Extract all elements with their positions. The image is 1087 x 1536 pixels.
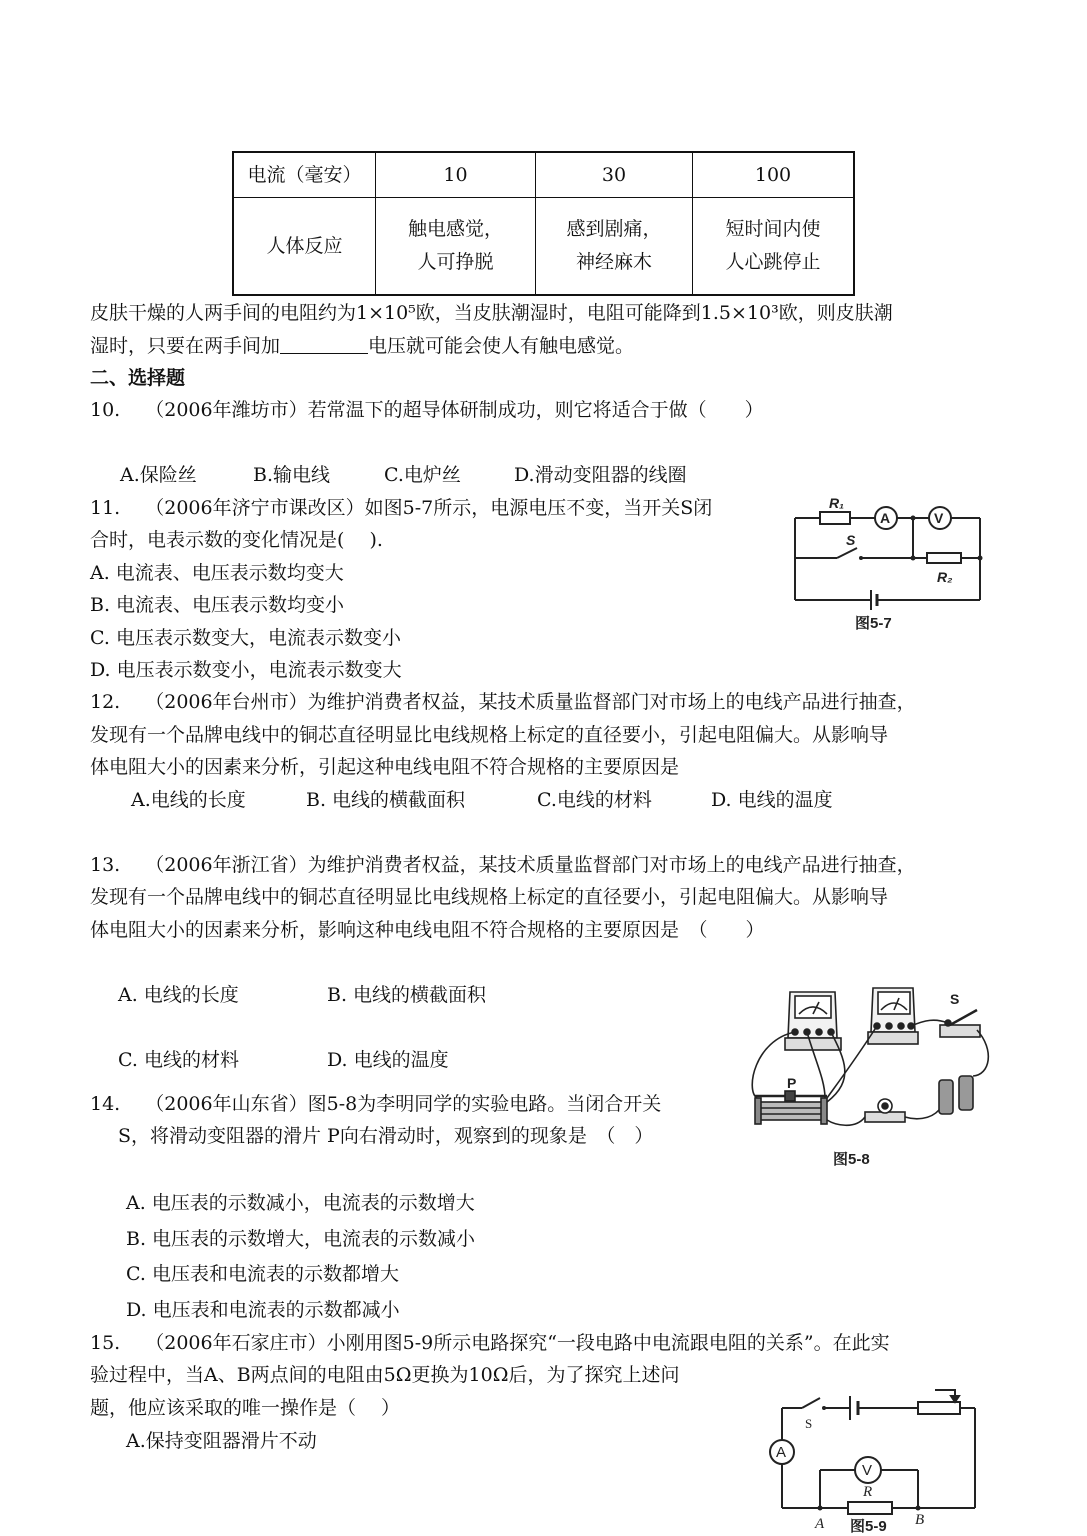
q12-option-b: B. 电线的横截面积: [306, 789, 466, 811]
answer-blank[interactable]: [280, 335, 368, 354]
q14-option-b: B. 电压表的示数增大，电流表的示数减小: [126, 1228, 476, 1250]
table-header-current: 电流（毫安）: [247, 163, 362, 186]
q14-option-c: C. 电压表和电流表的示数都增大: [126, 1263, 399, 1285]
q9-line2-part1: 湿时，只要在两手间加: [90, 335, 281, 357]
q10-stem: 10. （2006年潍坊市）若常温下的超导体研制成功，则它将适合于做（ ）: [90, 399, 764, 421]
q11-option-d: D. 电压表示数变小，电流表示数变大: [90, 659, 402, 681]
q10-option-b: B.输电线: [253, 464, 331, 486]
fig59-a-label: A: [815, 1516, 825, 1532]
q10-option-a: A.保险丝: [120, 464, 197, 486]
q10-option-d: D.滑动变阻器的线圈: [514, 464, 687, 486]
fig59-ammeter-label: A: [776, 1444, 787, 1461]
q12-option-c: C.电线的材料: [537, 789, 652, 811]
table-header-10: 10: [443, 163, 468, 186]
q13-option-d: D. 电线的温度: [327, 1049, 449, 1071]
q13-option-a: A. 电线的长度: [118, 984, 239, 1006]
table-header-100: 100: [754, 163, 792, 186]
q9-line2-part2: 电压就可能会使人有触电感觉。: [368, 335, 635, 357]
q14-stem-2: S，将滑动变阻器的滑片 P向右滑动时，观察到的现象是 （ ）: [118, 1125, 654, 1147]
table-cell-100: 短时间内使 人心跳停止: [725, 218, 821, 273]
fig58-p-label: P: [787, 1075, 797, 1091]
q12-stem-3: 体电阻大小的因素来分析，引起这种电线电阻不符合规格的主要原因是: [90, 756, 680, 778]
fig59-r-label: R: [863, 1484, 873, 1500]
fig57-voltmeter-label: V: [934, 510, 944, 526]
q13-stem-1: 13. （2006年浙江省）为维护消费者权益，某技术质量监督部门对市场上的电线产品进行抽查，: [90, 854, 916, 876]
q12-option-a: A.电线的长度: [131, 789, 246, 811]
q12-stem-1: 12. （2006年台州市）为维护消费者权益，某技术质量监督部门对市场上的电线产品进行抽查，: [90, 691, 916, 713]
q10-option-c: C.电炉丝: [384, 464, 461, 486]
current-response-table: [232, 151, 855, 296]
q11-option-a: A. 电流表、电压表示数均变大: [90, 562, 344, 584]
q12-stem-2: 发现有一个品牌电线中的铜芯直径明显比电线规格上标定的直径要小，引起电阻偏大。从影响导: [90, 724, 889, 746]
q9-line2: [90, 334, 634, 358]
q11-stem-2: 合时，电表示数的变化情况是( ).: [90, 529, 383, 551]
fig57-r2-label: R₂: [937, 569, 953, 585]
fig57-r1-label: R₁: [829, 495, 845, 511]
q15-stem-2: 验过程中，当A、B两点间的电阻由5Ω更换为10Ω后，为了探究上述问: [90, 1364, 680, 1386]
q15-option-a: A.保持变阻器滑片不动: [126, 1430, 317, 1452]
q14-option-a: A. 电压表的示数减小，电流表的示数增大: [126, 1192, 475, 1214]
q11-stem-1: 11. （2006年济宁市课改区）如图5-7所示，电源电压不变，当开关S闭: [90, 497, 713, 519]
fig57-ammeter-label: A: [880, 510, 891, 526]
fig57-caption: 图5-7: [855, 615, 892, 632]
fig59-s-label: S: [805, 1416, 813, 1431]
q13-option-c: C. 电线的材料: [118, 1049, 239, 1071]
q11-option-c: C. 电压表示数变大，电流表示数变小: [90, 627, 401, 649]
fig59-voltmeter-label: V: [862, 1462, 873, 1479]
q13-stem-3: 体电阻大小的因素来分析，影响这种电线电阻不符合规格的主要原因是 （ ）: [90, 919, 765, 941]
table-header-30: 30: [601, 163, 627, 186]
q15-stem-1: 15. （2006年石家庄市）小刚用图5-9所示电路探究“一段电路中电流跟电阻的关系”。在此实: [90, 1332, 890, 1354]
figure-5-7-circuit: [785, 490, 995, 635]
table-cell-30: 感到剧痛， 神经麻木: [566, 218, 662, 273]
q9-line1: 皮肤干燥的人两手间的电阻约为1×10⁵欧，当皮肤潮湿时，电阻可能降到1.5×10³欧，则皮肤潮: [90, 302, 893, 324]
fig58-s-label: S: [950, 991, 960, 1007]
q13-option-b: B. 电线的横截面积: [327, 984, 487, 1006]
figure-5-8-apparatus: [745, 980, 995, 1175]
table-row-label: 人体反应: [266, 234, 343, 257]
q14-stem-1: 14. （2006年山东省）图5-8为李明同学的实验电路。当闭合开关: [90, 1093, 662, 1115]
fig58-caption: 图5-8: [833, 1151, 870, 1168]
fig59-b-label: B: [915, 1512, 925, 1528]
q13-stem-2: 发现有一个品牌电线中的铜芯直径明显比电线规格上标定的直径要小，引起电阻偏大。从影响导: [90, 886, 889, 908]
q15-stem-3: 题，他应该采取的唯一操作是（ ）: [90, 1397, 401, 1419]
q11-option-b: B. 电流表、电压表示数均变小: [90, 594, 345, 616]
fig59-caption: 图5-9: [850, 1518, 887, 1534]
q14-option-d: D. 电压表和电流表的示数都减小: [126, 1299, 400, 1321]
table-cell-10: 触电感觉， 人可挣脱: [407, 218, 503, 273]
section-title-choice: 二、选择题: [90, 367, 186, 389]
q12-option-d: D. 电线的温度: [711, 789, 833, 811]
fig57-switch-label: S: [846, 532, 856, 548]
figure-5-9-circuit: [760, 1378, 990, 1534]
